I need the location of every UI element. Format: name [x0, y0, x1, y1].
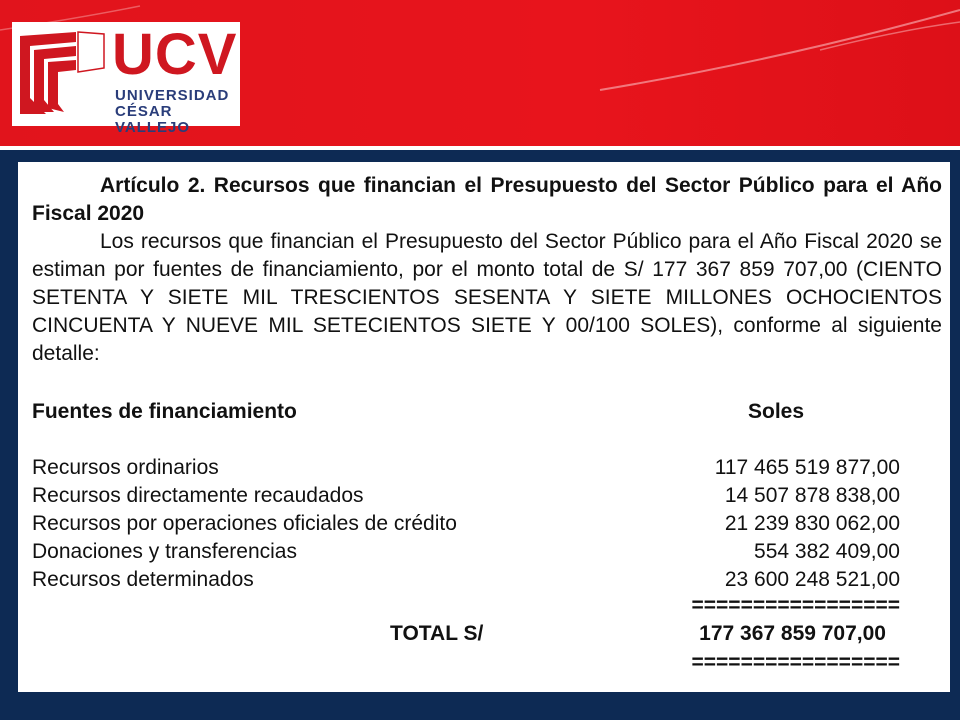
total-label: TOTAL S/	[390, 622, 484, 645]
article-body-text: Los recursos que financian el Presupuesto del Sector Público para el Año Fiscal 2020 se estiman por fuentes de financiamiento, por el monto total de S/ 177 367 859 707,00 (CIENTO SETENTA Y SIETE MIL TRESCIENTOS SESENTA Y SIETE MILLONES OCHOCIENTOS CINCUENTA Y NUEVE MIL SETECIENTOS SIETE Y 00/100 SOLES), conforme al siguiente detalle:	[32, 230, 942, 365]
row-amount: 23 600 248 521,00	[724, 568, 900, 591]
total-amount: 177 367 859 707,00	[699, 622, 886, 645]
table-row	[32, 566, 932, 594]
row-source-name: Recursos ordinarios	[32, 456, 219, 479]
row-source-name: Recursos por operaciones oficiales de crédito	[32, 512, 457, 535]
total-separator-bottom: =================	[691, 652, 900, 674]
table-row	[32, 510, 932, 538]
column-header-amount: Soles	[748, 400, 805, 423]
university-logo	[12, 22, 240, 136]
article-body	[32, 228, 942, 368]
funding-table	[32, 454, 932, 594]
column-header-sources: Fuentes de financiamiento	[32, 400, 297, 423]
total-separator-top: =================	[691, 595, 900, 617]
logo-shield-icon	[16, 28, 108, 120]
row-source-name: Recursos determinados	[32, 568, 254, 591]
logo-line-name: CÉSAR VALLEJO	[115, 103, 191, 136]
row-source-name: Donaciones y transferencias	[32, 540, 297, 563]
document-panel	[18, 162, 950, 692]
table-row	[32, 538, 932, 566]
header-banner	[0, 0, 960, 150]
row-amount: 554 382 409,00	[754, 540, 900, 563]
article-title	[32, 172, 942, 228]
logo-line-university: UNIVERSIDAD	[115, 87, 230, 104]
row-source-name: Recursos directamente recaudados	[32, 484, 364, 507]
article-title-text: Artículo 2. Recursos que financian el Presupuesto del Sector Público para el Año Fiscal 2020	[32, 174, 942, 225]
table-row	[32, 454, 932, 482]
row-amount: 14 507 878 838,00	[724, 484, 900, 507]
row-amount: 21 239 830 062,00	[724, 512, 900, 535]
table-row	[32, 482, 932, 510]
logo-acronym: UCV	[112, 22, 238, 87]
row-amount: 117 465 519 877,00	[714, 456, 900, 479]
